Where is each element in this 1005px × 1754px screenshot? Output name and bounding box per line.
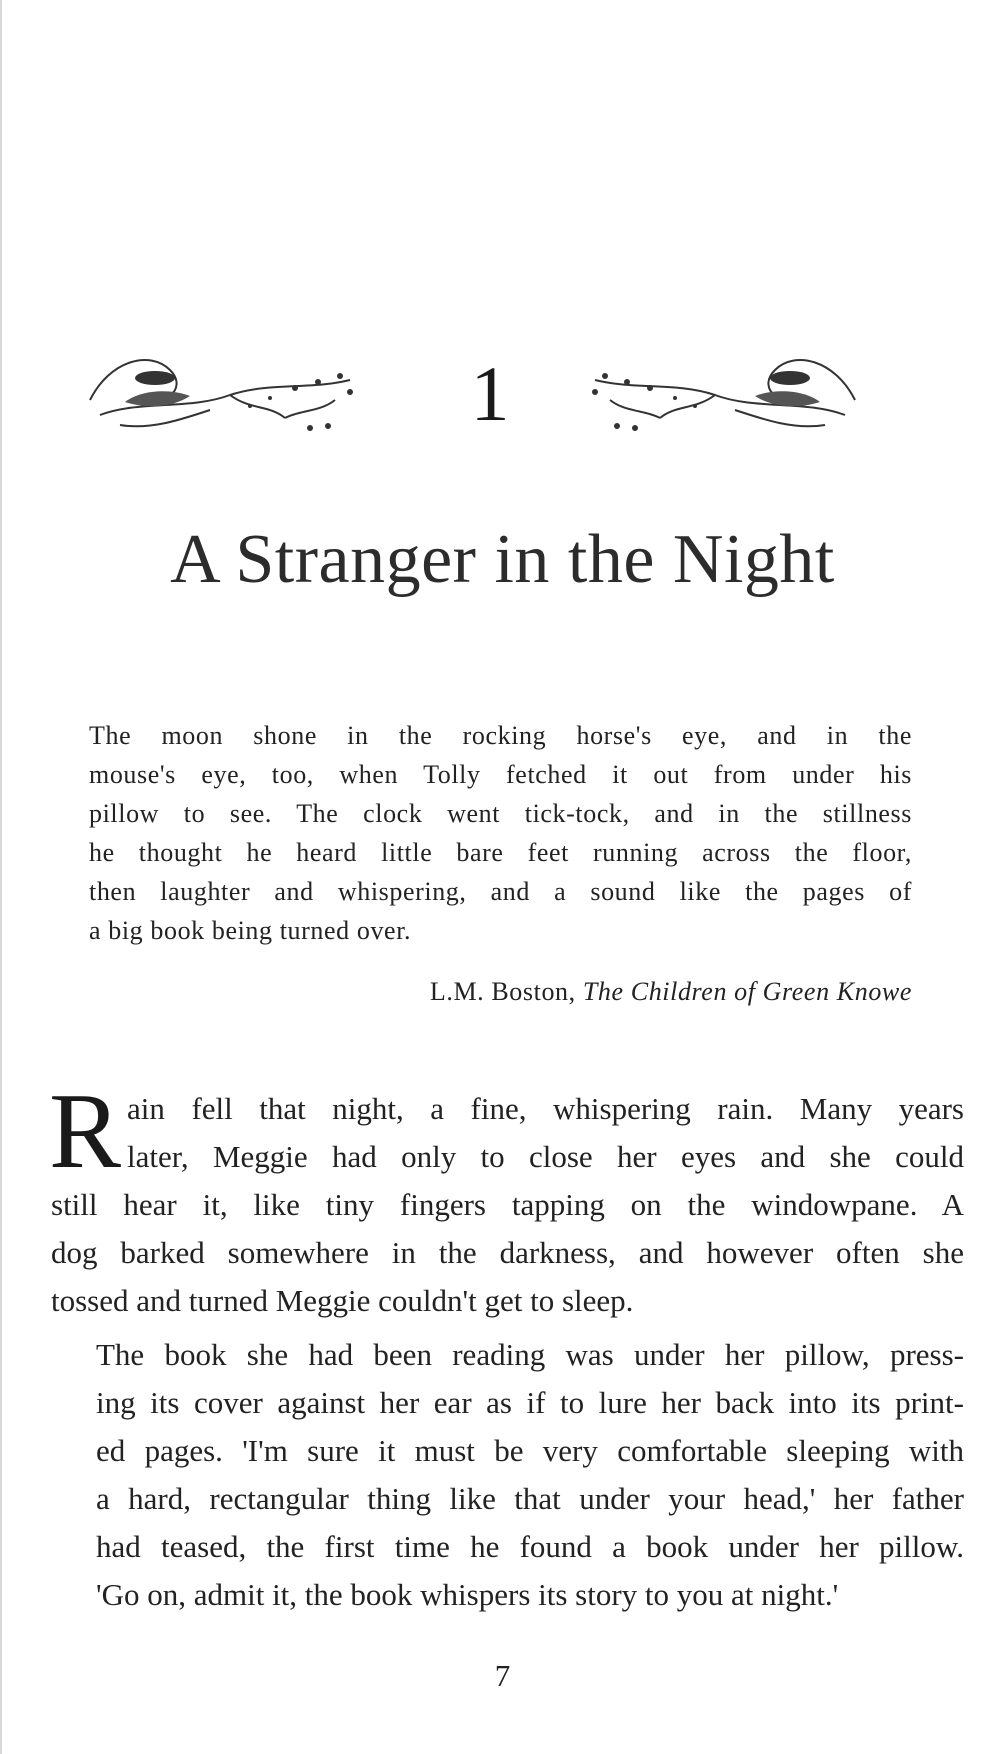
right-ornament-icon	[565, 340, 865, 460]
epigraph-attribution	[89, 974, 912, 1010]
epigraph-line: he thought he heard little bare feet running across the floor,	[89, 838, 912, 867]
text-line: dog barked somewhere in the darkness, and however often she	[51, 1235, 964, 1270]
paragraph	[51, 1331, 964, 1619]
text-line: ain fell that night, a fine, whispering rain. Many years	[127, 1091, 964, 1126]
epigraph-line: a big book being turned over.	[89, 916, 412, 945]
text-line: later, Meggie had only to close her eyes and she could	[127, 1139, 964, 1174]
text-line: a hard, rectangular thing like that under your head,' her father	[96, 1481, 964, 1516]
epigraph-line: pillow to see. The clock went tick-tock, and in the stillness	[89, 799, 912, 828]
left-ornament-icon	[80, 340, 380, 460]
drop-cap: R	[49, 1072, 122, 1191]
epigraph	[89, 716, 912, 950]
text-line: ing its cover against her ear as if to lure her back into its print-	[96, 1385, 964, 1420]
epigraph-line: mouse's eye, too, when Tolly fetched it out from under his	[89, 760, 912, 789]
text-line: ed pages. 'I'm sure it must be very comfortable sleeping with	[96, 1433, 964, 1468]
chapter-number: 1	[470, 350, 510, 437]
paragraph	[49, 1072, 964, 1325]
text-line: The book she had been reading was under her pillow, press-	[96, 1337, 964, 1372]
epigraph-work-title: The Children of Green Knowe	[582, 977, 912, 1006]
page-number: 7	[494, 1658, 511, 1693]
page-edge	[0, 0, 2, 1754]
epigraph-line: then laughter and whispering, and a sound like the pages of	[89, 877, 912, 906]
epigraph-line: The moon shone in the rocking horse's eye, and in the	[89, 721, 912, 750]
text-line: had teased, the first time he found a book under her pillow.	[96, 1529, 964, 1564]
chapter-title: A Stranger in the Night	[170, 521, 835, 598]
text-line: 'Go on, admit it, the book whispers its story to you at night.'	[96, 1577, 839, 1612]
chapter-body	[49, 1072, 964, 1619]
chapter-heading	[0, 340, 1005, 460]
epigraph-author: L.M. Boston,	[429, 977, 576, 1006]
text-line: tossed and turned Meggie couldn't get to sleep.	[51, 1283, 634, 1318]
text-line: still hear it, like tiny fingers tapping on the windowpane. A	[51, 1187, 964, 1222]
